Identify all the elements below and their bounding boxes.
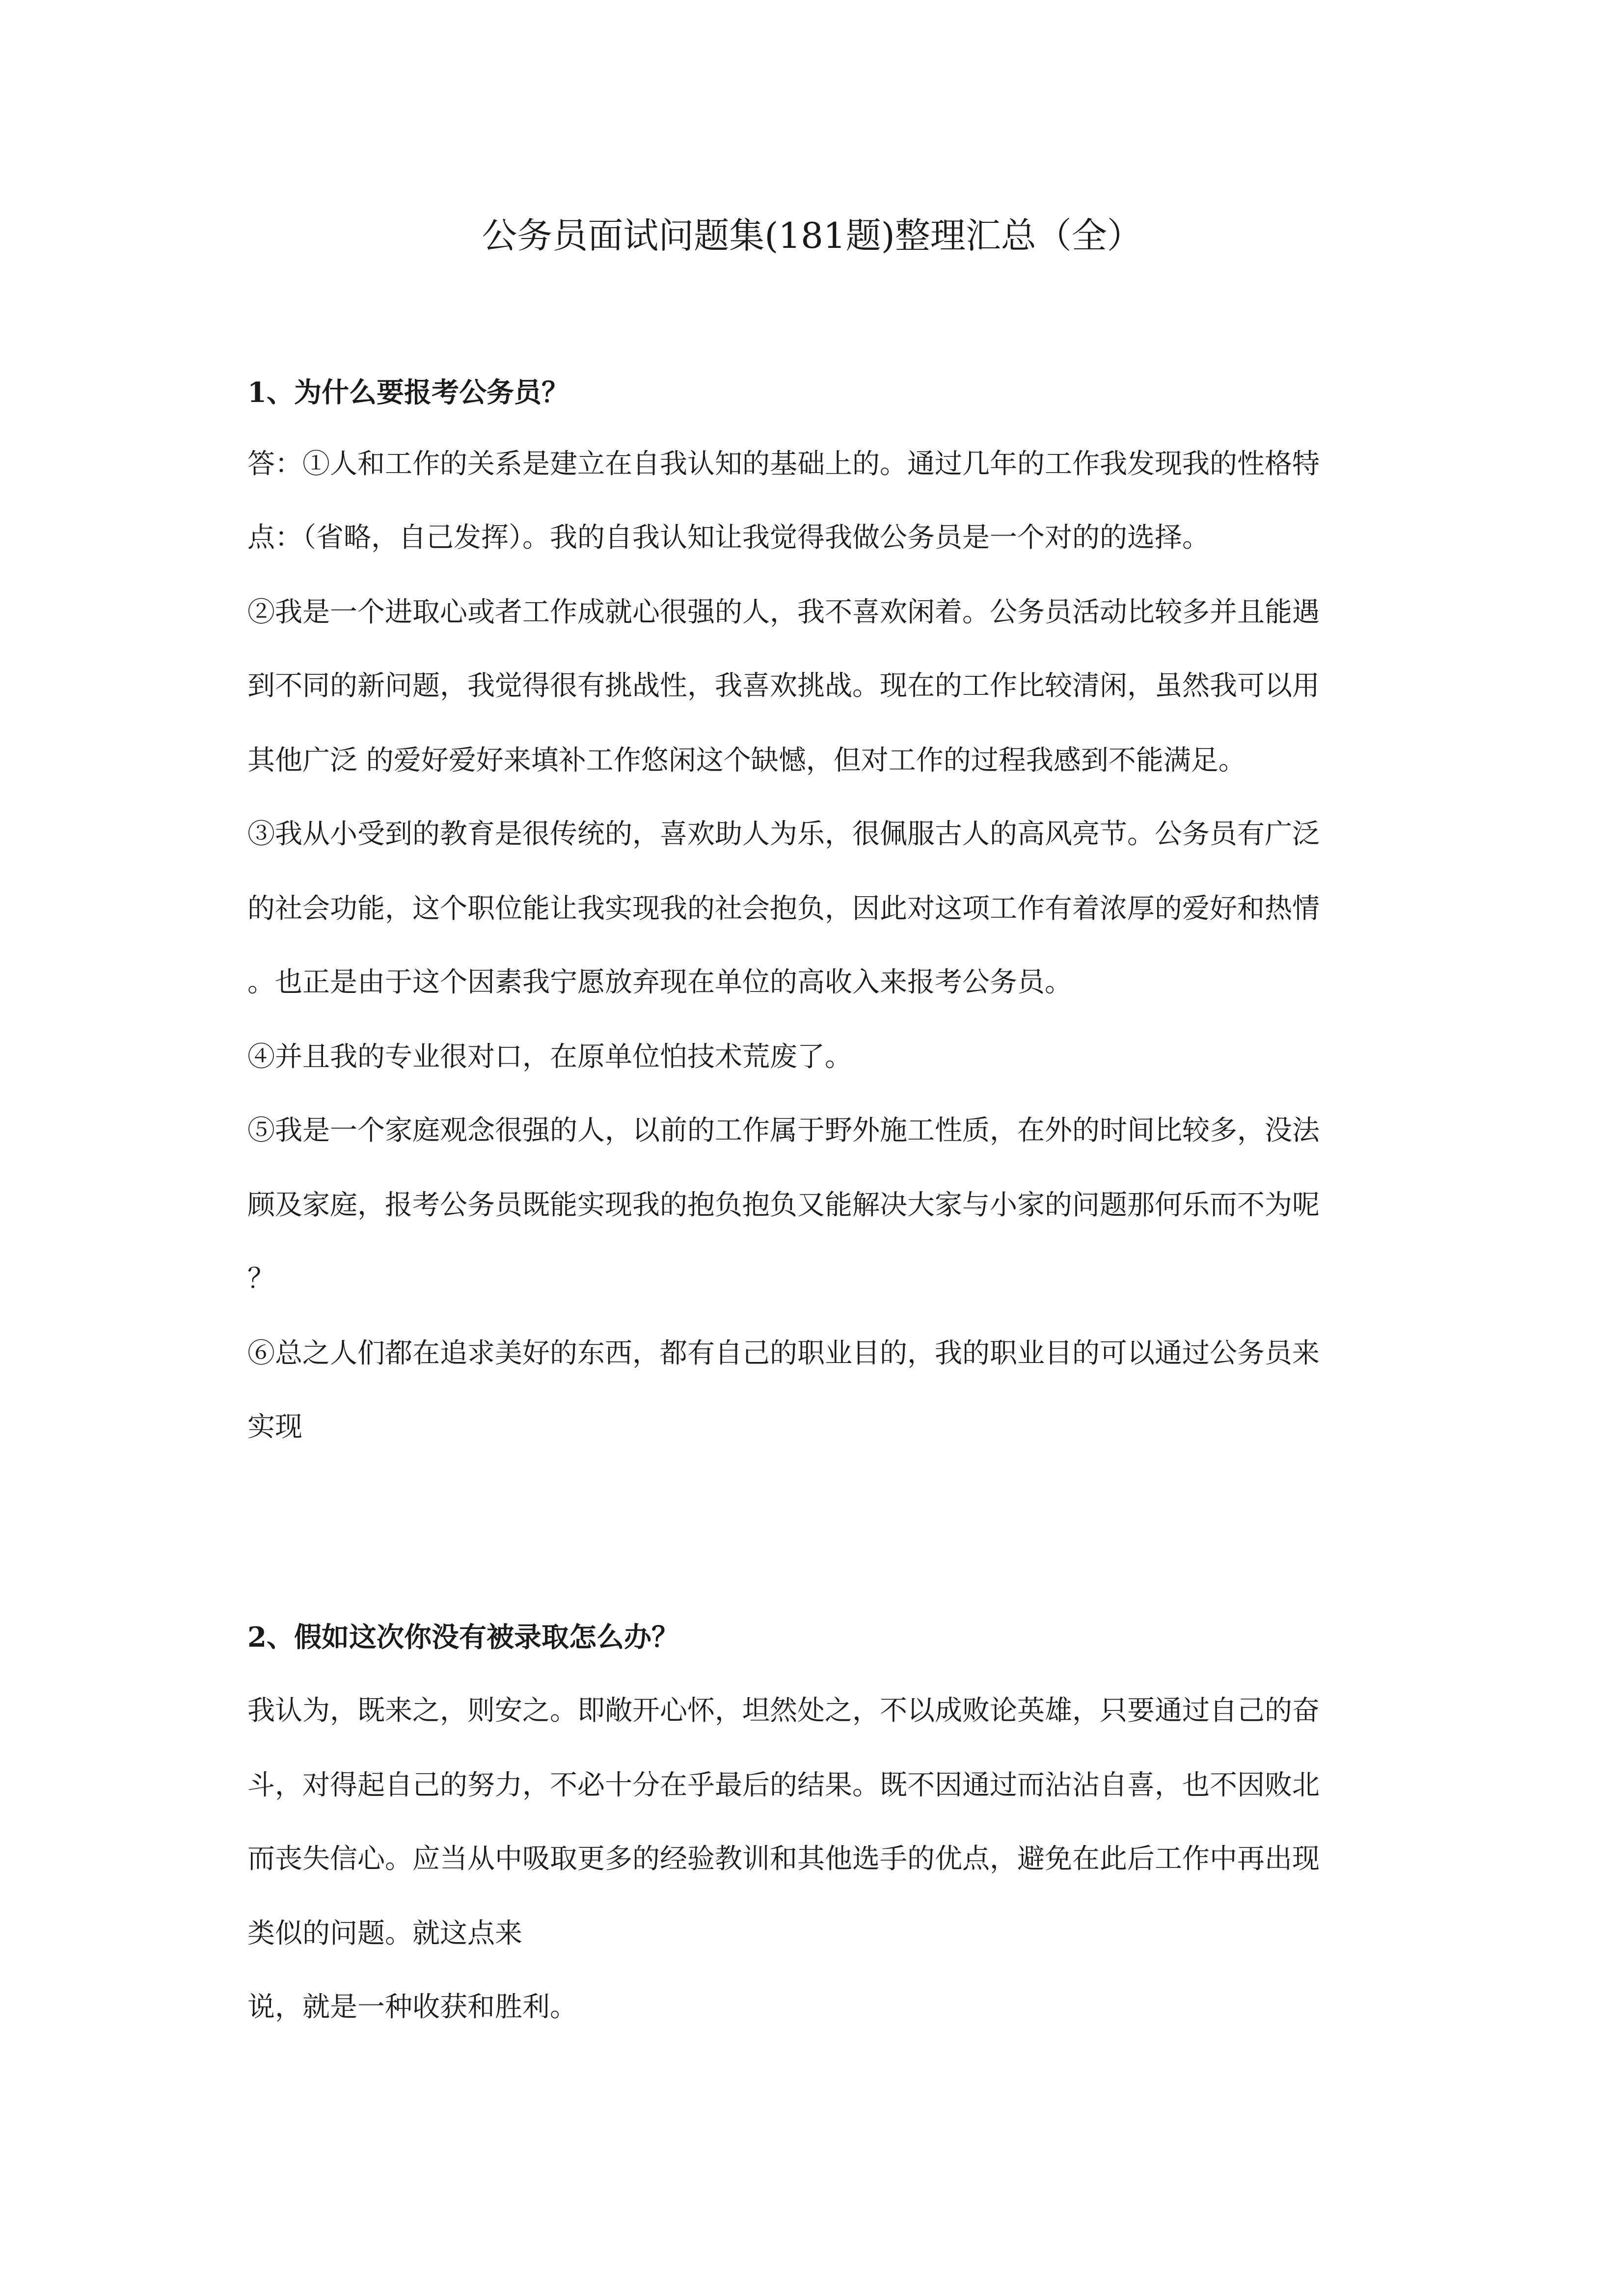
- answer-2-line: 斗，对得起自己的努力，不必十分在乎最后的结果。既不因通过而沾沾自喜，也不因败北: [247, 1769, 1320, 1801]
- answer-2-line: 说，就是一种收获和胜利。: [247, 1991, 577, 2023]
- answer-1-line: ③我从小受到的教育是很传统的，喜欢助人为乐，很佩服古人的高风亮节。公务员有广泛: [247, 818, 1320, 850]
- answer-1-line: 的社会功能，这个职位能让我实现我的社会抱负，因此对这项工作有着浓厚的爱好和热情: [247, 893, 1320, 925]
- answer-2-line: 我认为，既来之，则安之。即敞开心怀，坦然处之，不以成败论英雄，只要通过自己的奋: [247, 1695, 1320, 1727]
- answer-1-line: 到不同的新问题，我觉得很有挑战性，我喜欢挑战。现在的工作比较清闲，虽然我可以用: [247, 670, 1320, 702]
- answer-1-line: 答：①人和工作的关系是建立在自我认知的基础上的。通过几年的工作我发现我的性格特: [247, 448, 1320, 480]
- answer-1-line: ④并且我的专业很对口，在原单位怕技术荒废了。: [247, 1041, 852, 1073]
- answer-1-line: 顾及家庭，报考公务员既能实现我的抱负抱负又能解决大家与小家的问题那何乐而不为呢: [247, 1189, 1320, 1221]
- answer-1-line: ⑤我是一个家庭观念很强的人，以前的工作属于野外施工性质，在外的时间比较多，没法: [247, 1115, 1320, 1147]
- answer-2-line: 而丧失信心。应当从中吸取更多的经验教训和其他选手的优点，避免在此后工作中再出现: [247, 1843, 1320, 1875]
- document-title: 公务员面试问题集(181题)整理汇总（全）: [482, 215, 1142, 256]
- answer-1-line: 。也正是由于这个因素我宁愿放弃现在单位的高收入来报考公务员。: [247, 966, 1072, 998]
- answer-1-line: 实现: [247, 1411, 302, 1443]
- question-1-heading: 1、为什么要报考公务员？: [247, 376, 569, 409]
- question-2-heading: 2、假如这次你没有被录取怎么办？: [247, 1621, 679, 1654]
- answer-2-line: 类似的问题。就这点来: [247, 1918, 522, 1949]
- answer-1-line: 其他广泛 的爱好爱好来填补工作悠闲这个缺憾，但对工作的过程我感到不能满足。: [247, 745, 1246, 776]
- answer-1-line: ？: [247, 1263, 275, 1295]
- answer-1-line: ②我是一个进取心或者工作成就心很强的人，我不喜欢闲着。公务员活动比较多并且能遇: [247, 596, 1320, 628]
- answer-1-line: ⑥总之人们都在追求美好的东西，都有自己的职业目的，我的职业目的可以通过公务员来: [247, 1337, 1320, 1369]
- answer-1-line: 点：（省略，自己发挥）。我的自我认知让我觉得我做公务员是一个对的的选择。: [247, 522, 1210, 554]
